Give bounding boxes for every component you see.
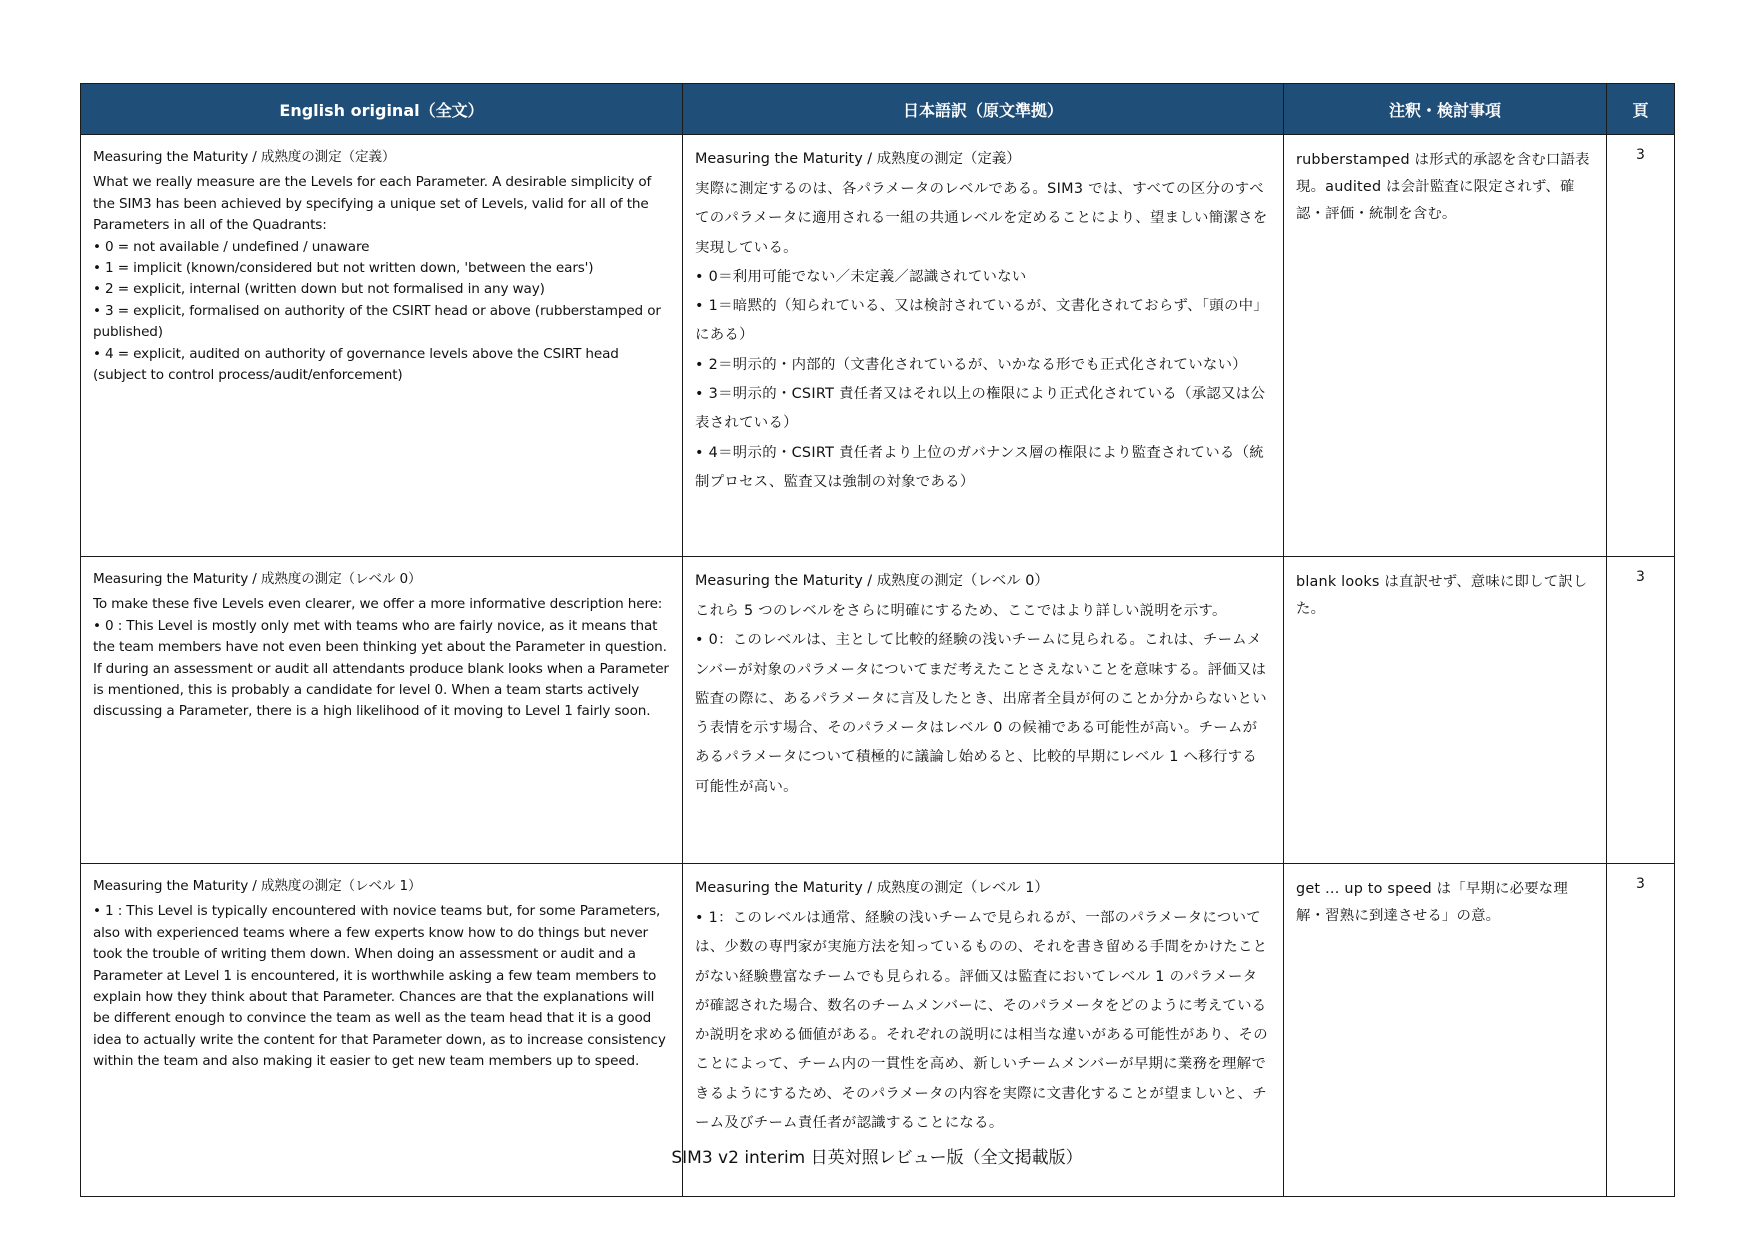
japanese-bullet: • 3＝明示的・CSIRT 責任者又はそれ以上の権限により正式化されている（承認又は公表されている） bbox=[695, 386, 1266, 432]
page-number: 3 bbox=[1607, 135, 1675, 557]
japanese-bullet: • 1：このレベルは通常、経験の浅いチームで見られるが、一部のパラメータについては、少数の専門家が実施方法を知っているものの、それを書き留める手間をかけたことがない経験豊富なチームでも見られる。評価又は監査においてレベル 1 のパラメータが確認された場合、数名のチームメンバーに、そのパラメータをどのように考えているか説明を求める価値がある。それぞれの説明には相当な違いがある可能性があり、そのことによって、チーム内の一貫性を高め、新しいチームメンバーが早期に業務を理解できるようにするため、そのパラメータの内容を実際に文書化することが望ましいと、チーム及びチーム責任者が認識することになる。 bbox=[695, 910, 1268, 1132]
header-page: 頁 bbox=[1607, 84, 1675, 135]
note-cell: rubberstamped は形式的承認を含む口語表現。audited は会計監査に限定されず、確認・評価・統制を含む。 bbox=[1284, 135, 1607, 557]
english-paragraph: To make these five Levels even clearer, we offer a more informative description here: bbox=[93, 596, 663, 613]
japanese-bullet: • 4＝明示的・CSIRT 責任者より上位のガバナンス層の権限により監査されている（統制プロセス、監査又は強制の対象である） bbox=[695, 444, 1264, 490]
english-title: Measuring the Maturity / 成熟度の測定（レベル 0） bbox=[93, 571, 422, 587]
japanese-paragraph: これら 5 つのレベルをさらに明確にするため、ここではより詳しい説明を示す。 bbox=[695, 603, 1227, 619]
english-bullet: • 4 = explicit, audited on authority of governance levels above the CSIRT head (subject to control process/audit/enforcement) bbox=[93, 345, 619, 384]
japanese-bullet: • 2＝明示的・内部的（文書化されているが、いかなる形でも正式化されていない） bbox=[695, 356, 1247, 373]
header-english: English original（全文） bbox=[81, 84, 683, 135]
english-cell bbox=[81, 557, 683, 864]
header-japanese: 日本語訳（原文準拠） bbox=[683, 84, 1284, 135]
japanese-title: Measuring the Maturity / 成熟度の測定（レベル 0） bbox=[695, 573, 1049, 589]
page-footer: SIM3 v2 interim 日英対照レビュー版（全文掲載版） bbox=[671, 1148, 1083, 1168]
japanese-title: Measuring the Maturity / 成熟度の測定（レベル 1） bbox=[695, 880, 1049, 896]
english-paragraph: What we really measure are the Levels for each Parameter. A desirable simplicity of the SIM3 has been achieved by specifying a unique set of Levels, valid for all of the Parameters in all of the Quadrants: bbox=[93, 174, 652, 234]
page-number: 3 bbox=[1607, 557, 1675, 864]
english-title: Measuring the Maturity / 成熟度の測定（定義） bbox=[93, 149, 396, 165]
table-header-row bbox=[81, 84, 1675, 135]
japanese-cell bbox=[683, 135, 1284, 557]
english-cell bbox=[81, 135, 683, 557]
english-bullet: • 0 : This Level is mostly only met with teams who are fairly novice, as it means that the team members have not even been thinking yet about the Parameter in question. If during an assessment or audit all attendants produce blank looks when a Parameter is mentioned, this is probably a candidate for level 0. When a team starts actively discussing a Parameter, there is a high likelihood of it moving to Level 1 fairly soon. bbox=[93, 617, 669, 720]
header-notes: 注釈・検討事項 bbox=[1284, 84, 1607, 135]
page-number: 3 bbox=[1607, 864, 1675, 1197]
english-bullet: • 0 = not available / undefined / unaware bbox=[93, 238, 370, 255]
japanese-paragraph: 実際に測定するのは、各パラメータのレベルである。SIM3 では、すべての区分のすべてのパラメータに適用される一組の共通レベルを定めることにより、望ましい簡潔さを実現している。 bbox=[695, 181, 1268, 256]
japanese-bullet: • 0：このレベルは、主として比較的経験の浅いチームに見られる。これは、チームメンバーが対象のパラメータについてまだ考えたことさえないことを意味する。評価又は監査の際に、あるパラメータに言及したとき、出席者全員が何のことか分からないという表情を示す場合、そのパラメータはレベル 0 の候補である可能性が高い。チームがあるパラメータについて積極的に議論し始めると、比較的早期にレベル 1 へ移行する可能性が高い。 bbox=[695, 632, 1267, 795]
japanese-cell bbox=[683, 557, 1284, 864]
japanese-bullet: • 0＝利用可能でない／未定義／認識されていない bbox=[695, 268, 1027, 285]
note-cell: get … up to speed は「早期に必要な理解・習熟に到達させる」の意。 bbox=[1284, 864, 1607, 1197]
review-table bbox=[80, 83, 1675, 1197]
english-bullet: • 1 : This Level is typically encountered with novice teams but, for some Parameters, also with experienced teams where a few experts know how to do things but never took the trouble of writing them down. When doing an assessment or audit and a Parameter at Level 1 is encountered, it is worthwhile asking a few team members to explain how they think about that Parameter. Chances are that the explanations will be different enough to convince the team as well as the team head that it is a good idea to actually write the content for that Parameter down, as to increase consistency within the team and also making it easier to get new team members up to speed. bbox=[93, 903, 666, 1070]
english-bullet: • 1 = implicit (known/considered but not written down, 'between the ears') bbox=[93, 260, 594, 277]
japanese-bullet: • 1＝暗黙的（知られている、又は検討されているが、文書化されておらず、「頭の中」にある） bbox=[695, 298, 1269, 344]
table-row bbox=[81, 557, 1675, 864]
english-bullet: • 2 = explicit, internal (written down but not formalised in any way) bbox=[93, 281, 545, 298]
table-row bbox=[81, 135, 1675, 557]
english-title: Measuring the Maturity / 成熟度の測定（レベル 1） bbox=[93, 878, 422, 894]
japanese-title: Measuring the Maturity / 成熟度の測定（定義） bbox=[695, 151, 1021, 167]
note-cell: blank looks は直訳せず、意味に即して訳した。 bbox=[1284, 557, 1607, 864]
english-bullet: • 3 = explicit, formalised on authority of the CSIRT head or above (rubberstamped or published) bbox=[93, 302, 661, 341]
